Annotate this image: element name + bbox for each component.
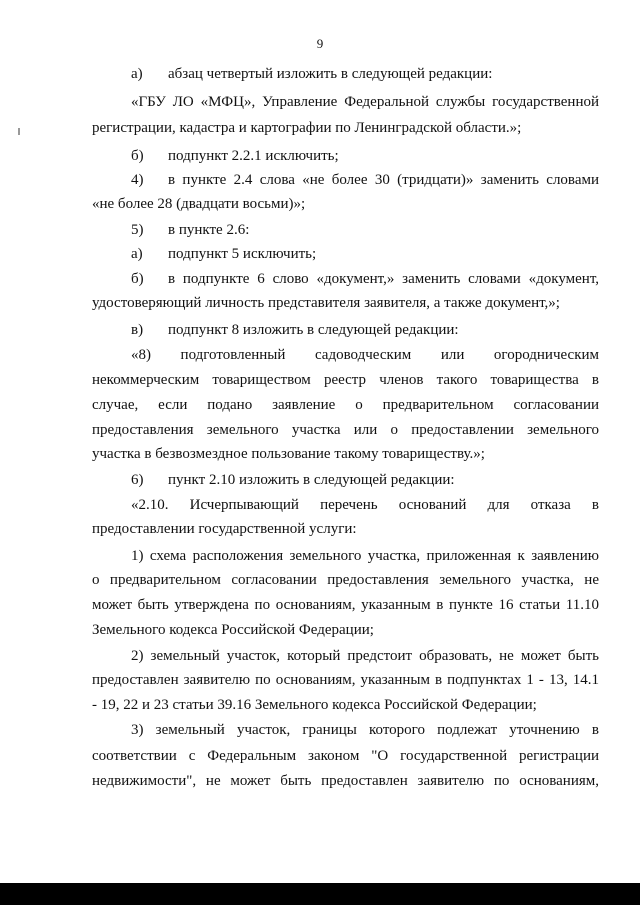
paragraph-line: недвижимости", не может быть предоставлен заявителю по основаниям,	[92, 773, 599, 789]
paragraph-line: предоставлен заявителю по основаниям, указанным в подпунктах 1 - 13, 14.1	[92, 672, 599, 688]
list-marker: 6)	[131, 472, 144, 488]
paragraph-line: подпункт 8 изложить в следующей редакции:	[168, 322, 459, 338]
paragraph-line: в пункте 2.4 слова «не более 30 (тридцати)» заменить словами	[168, 172, 599, 188]
list-marker: 5)	[131, 222, 144, 238]
paragraph-line: в подпункте 6 слово «документ,» заменить словами «документ,	[168, 271, 599, 287]
paragraph-line: - 19, 22 и 23 статьи 39.16 Земельного кодекса Российской Федерации;	[92, 697, 537, 713]
list-marker: б)	[131, 148, 144, 164]
list-marker: б)	[131, 271, 144, 287]
paragraph-line: «ГБУ ЛО «МФЦ», Управление Федеральной службы государственной	[131, 94, 599, 110]
paragraph-line: регистрации, кадастра и картографии по Ленинградской области.»;	[92, 120, 522, 136]
paragraph-line: 1) схема расположения земельного участка, приложенная к заявлению	[131, 548, 599, 564]
list-marker: а)	[131, 246, 143, 262]
paragraph-line: подпункт 5 исключить;	[168, 246, 317, 262]
paragraph-line: абзац четвертый изложить в следующей редакции:	[168, 66, 493, 82]
list-marker: 4)	[131, 172, 144, 188]
list-marker: а)	[131, 66, 143, 82]
paragraph-line: о предварительном согласовании предоставления земельного участка, не	[92, 572, 599, 588]
paragraph-line: Земельного кодекса Российской Федерации;	[92, 622, 374, 638]
paragraph-line: «2.10. Исчерпывающий перечень оснований для отказа в	[131, 497, 599, 513]
paragraph-line: предоставления земельного участка или о предоставлении земельного	[92, 422, 599, 438]
paragraph-line: пункт 2.10 изложить в следующей редакции:	[168, 472, 455, 488]
paragraph-line: удостоверяющий личность представителя заявителя, а также документ,»;	[92, 295, 560, 311]
paragraph-line: соответствии с Федеральным законом "О государственной регистрации	[92, 748, 599, 764]
paragraph-line: в пункте 2.6:	[168, 222, 250, 238]
paragraph-line: участка в безвозмездное пользование такому товариществу.»;	[92, 446, 485, 462]
paragraph-line: «8) подготовленный садоводческим или огородническим	[131, 347, 599, 363]
paragraph-line: предоставлении государственной услуги:	[92, 521, 357, 537]
paragraph-line: 2) земельный участок, который предстоит образовать, не может быть	[131, 648, 599, 664]
list-marker: в)	[131, 322, 144, 338]
scan-border	[0, 883, 640, 905]
paragraph-line: случае, если подано заявление о предварительном согласовании	[92, 397, 599, 413]
page-number: 9	[316, 36, 324, 51]
paragraph-line: некоммерческим товариществом реестр членов такого товарищества в	[92, 372, 599, 388]
paragraph-line: «не более 28 (двадцати восьми)»;	[92, 196, 306, 212]
paragraph-line: подпункт 2.2.1 исключить;	[168, 148, 339, 164]
scan-artifact	[18, 128, 20, 135]
paragraph-line: может быть утверждена по основаниям, указанным в пункте 16 статьи 11.10	[92, 597, 599, 613]
paragraph-line: 3) земельный участок, границы которого подлежат уточнению в	[131, 722, 599, 738]
